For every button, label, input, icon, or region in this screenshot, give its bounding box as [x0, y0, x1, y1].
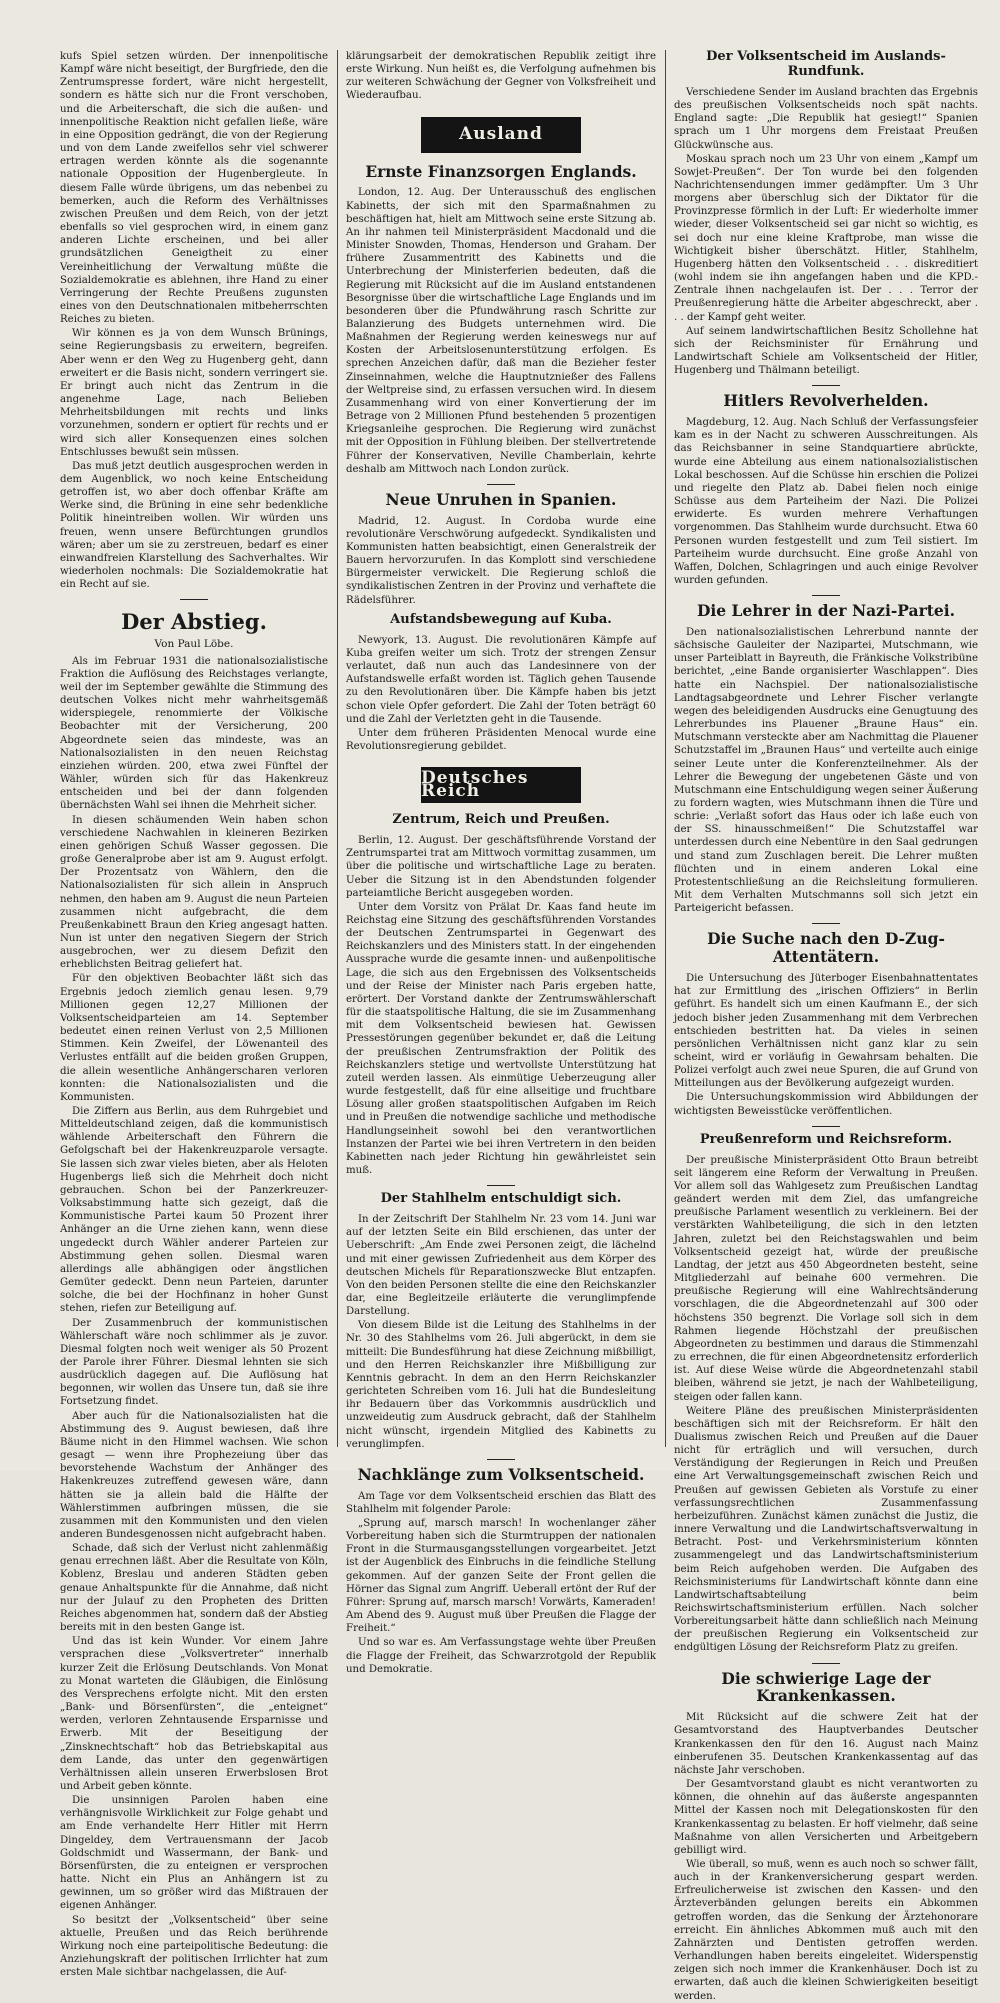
column-right — [674, 49, 978, 2002]
article-separator — [812, 923, 840, 924]
article-paragraph: Als im Februar 1931 die nationalsozialistische Fraktion die Auflösung des Reichstages verlangte, weil der im September gewählte die Stimmung des deutschen Volkes nicht mehr wahrheitsgemäß widerspiegele, renommierte der Völkische Beobachter mit der Versicherung, 200 Abgeordnete seien das mindeste, was an Nationalsozialisten in den neuen Reichstag einziehen würden. 200, etwa zwei Fünftel der Wähler, würden sich für das Hakenkreuz entscheiden und bei der dann folgenden übernächsten Wahl sei ihnen die Mehrheit sicher. — [60, 655, 328, 812]
article-paragraph: Magdeburg, 12. Aug. Nach Schluß der Verfassungsfeier kam es in der Nacht zu schweren Ausschreitungen. Als das Reichsbanner in seine Standquartiere abrückte, wurde eine Abteilung aus einem nationalsozialistischen Lokal beschossen. Auf die Schüsse hin erschien die Polizei und riegelte den Platz ab. Dabei fielen noch einige Schüsse aus dem Parteiheim der Nazi. Die Polizei erwiderte. Es wurden mehrere Verhaftungen vorgenommen. Das Stahlheim wurde durchsucht. Etwa 60 Personen wurden festgestellt und zum Teil sistiert. Im Parteiheim wurde durchsucht. Eine große Anzahl von Waffen, Dolchen, Schlagringen und auch einige Revolver wurden gefunden. — [674, 417, 978, 586]
article-paragraph: Weitere Pläne des preußischen Ministerpräsidenten beschäftigen sich mit der Reichsreform. Er hält den Dualismus zwischen Reich und Preußen auf die Dauer nicht für erträglich und will versuchen, durch Verständigung der Regierungen in Reich und Preußen eine Art Verwaltungsgemeinschaft zwischen Reich und Preußen auf gewissen Gebieten als Vorstufe zu einer verfassungsrechtlichen Zusammenfassung herbeizuführen. Zunächst kämen zunächst die Justiz, die innere Verwaltung und die Landwirtschaftsverwaltung in Betracht. Post- und Verkehrsministerium könnten zusammengelegt und das Landwirtschaftsministerium beim Reich aufgehoben werden. Die Aufgaben des Reichsministeriums für Landwirtschaft könnte dann eine Landwirtschaftsabteilung beim Reichswirtschaftsministerium erfüllen. Nach solcher Vorbereitungsarbeit hätte dann schließlich nach Meinung der preußischen Regierung ein Volksentscheid zur endgültigen Lösung der Reichsreform Platz zu greifen. — [674, 1405, 978, 1654]
article-paragraph: In der Zeitschrift Der Stahlhelm Nr. 23 vom 14. Juni war auf der letzten Seite ein Bild erschienen, das unter der Ueberschrift: „Am Ende zwei Personen zeigt, die lächelnd und mit einer gewissen Zufriedenheit aus dem Körper des deutschen Michels für Reparationszwecke Blut entzapfen. Von den beiden Personen stellte die eine den Reichskanzler dar, eine Begleitzeile erläuterte die verunglimpfende Darstellung. — [346, 1214, 656, 1318]
section-header-deutsches-reich: Deutsches Reich — [421, 767, 581, 803]
article-separator — [812, 1663, 840, 1664]
byline: Von Paul Löbe. — [154, 637, 234, 650]
headline-unruhen-spanien: Neue Unruhen in Spanien. — [385, 489, 617, 509]
section-header-ausland: Ausland — [421, 117, 581, 153]
article-paragraph: Schade, daß sich der Verlust nicht zahlenmäßig genau errechnen läßt. Aber die Resultate von Köln, Koblenz, Breslau und anderen Städten geben genaue Anhaltspunkte für die Annahme, daß nicht nur der Julauf zu den Propheten des Dritten Reiches abgenommen hat, sondern daß der Abstieg bereits mit in den besten Gange ist. — [60, 1543, 328, 1634]
article-paragraph: Der Gesamtvorstand glaubt es nicht verantworten zu können, die ohnehin auf das äußerste angespannten Mittel der Kassen noch mit Delegationskosten für den Krankenkassentag zu belasten. Er hoff vielmehr, daß seine Maßnahme von allen Versicherten und Arbeitgebern gebilligt wird. — [674, 1779, 978, 1856]
article-paragraph: Der preußische Ministerpräsident Otto Braun betreibt seit längerem eine Reform der Verwaltung in Preußen. Vor allem soll das Wahlgesetz zum Preußischen Landtag geändert werden mit dem Ziel, das umfangreiche preußische Parlament wesentlich zu verkleinern. Bei der verstärkten Wahlbeteiligung, die sich in den letzten Jahren, zuletzt bei den Reichstagswahlen und beim Volksentscheid gezeigt hat, würde der preußische Landtag, der jetzt aus 450 Abgeordneten besteht, seine Mitgliederzahl auf beinahe 600 vermehren. Die preußische Regierung will eine Wahlrechtsänderung vorschlagen, die die Abgeordnetenzahl auf 300 oder höchstens 350 begrenzt. Die Vorlage soll sich in dem Rahmen liegende Höchstzahl der preußischen Abgeordneten zu bestimmen und daraus die Stimmenzahl zu errechnen, die für einen Abgeordnetensitz erforderlich ist. Auf diese Weise würde die Abgeordnetenzahl stabil bleiben, während sie jetzt, je nach der Wahlbeteiligung, steigen oder fallen kann. — [674, 1154, 978, 1403]
headline-aufstand-kuba: Aufstandsbewegung auf Kuba. — [390, 611, 612, 627]
article-paragraph: Den nationalsozialistischen Lehrerbund nannte der sächsische Gauleiter der Nazipartei, Mutschmann, wie unser Parteiblatt in Bayreuth, die Fränkische Volkstribüne berichtet, „eine Bande organisierter Waschlappen“. Dies hatte ein Nachspiel. Der nationalsozialistische Landtagsabgeordnete und Lehrer Fischer verlangte wegen des beleidigenden Ausdrucks eine Genugtuung des Lehrerbundes ins Plauener „Braune Haus“ ein. Mutschmann versteckte aber am Nachmittag die Plauener Schutzstaffel im „Braunen Haus“ und verteilte auch einige seiner Leute unter die Konferenzteilnehmer. Als der Lehrer die Bewegung der ungebetenen Gäste und von Mutschmann eine Entschuldigung wegen seiner Äußerung zu fordern wagten, wies Mutschmann ihnen die Türe und schrie: „Verlaßt sofort das Haus oder ich laße euch von der SS. hinausschmeißen!“ Die Schutzstaffel war unterdessen durch eine Nebentüre in den Saal gedrungen und stand zum Zuschlagen bereit. Die Lehrer mußten flüchten und in einem anderen Lokal eine Protestentschließung an die Reichsleitung formulieren. Mit dem Verhalten Mutschmanns soll sich jetzt ein Parteigericht befassen. — [674, 626, 978, 915]
article-paragraph: Und so war es. Am Verfassungstage wehte über Preußen die Flagge der Freiheit, das Schwarzrotgold der Republik und Demokratie. — [346, 1637, 656, 1675]
article-paragraph: Unter dem früheren Präsidenten Menocal wurde eine Revolutionsregierung gebildet. — [346, 727, 656, 752]
article-separator — [487, 484, 515, 485]
article-paragraph: Unter dem Vorsitz von Prälat Dr. Kaas fand heute im Reichstag eine Sitzung des geschäftsführenden Vorstandes der Deutschen Zentrumspartei in Gegenwart des Reichskanzlers und des Ministers statt. In der eingehenden Aussprache wurde die gesamte innen- und außenpolitische Lage, die sich aus den Ergebnissen des Volksentscheids und der Reise der Minister nach Paris ergeben hatte, erörtert. Der Vorstand dankte der Zentrumswählerschaft für die staatspolitische Haltung, die sie im Zusammenhang mit dem Volksentscheid bewiesen hat. Gewissen Pressestörungen gegenüber bekundet er, daß die Leitung der preußischen Zentrumsfraktion der Politik des Reichskanzlers stetige und wertvollste Unterstützung hat zuteil werden lassen. Als einmütige Ueberzeugung aller wurde festgestellt, daß für eine allseitige und fruchtbare Lösung aller großen staatspolitischen Aufgaben im Reich und in Preußen die notwendige sachliche und methodische Handlungseinheit sowohl bei den verantwortlichen Instanzen der Partei wie bei ihren Vertretern in den beiden Kabinetten nach jeder Richtung hin gewährleistet sein muß. — [346, 901, 656, 1176]
headline-nachklaenge: Nachklänge zum Volksentscheid. — [357, 1464, 645, 1484]
article-separator — [812, 385, 840, 386]
article-paragraph: Wie überall, so muß, wenn es auch noch so schwer fällt, auch in der Krankenversicherung gespart werden. Erfreulicherweise ist zwischen den Kassen- und den Ärzteverbänden gelungen bereits ein Abkommen getroffen worden, das die Senkung der Ärztehonorare erreicht. Ein ähnliches Abkommen muß auch mit den Zahnärzten und Dentisten getroffen werden. Verhandlungen haben bereits eingeleitet. Widerspenstig zeigen sich noch immer die Krankenhäuser. Doch ist zu erwarten, daß auch die kleinen Schwierigkeiten beseitigt werden. — [674, 1858, 978, 2002]
headline-lehrer-nazi-partei: Die Lehrer in der Nazi-Partei. — [696, 601, 956, 621]
article-paragraph: Mit Rücksicht auf die schwere Zeit hat der Gesamtvorstand des Hauptverbandes Deutscher Krankenkassen den für den 16. August nach Mainz einberufenen 35. Deutschen Krankenkassentag auf das nächste Jahr verschoben. — [674, 1712, 978, 1776]
article-paragraph: Und das ist kein Wunder. Vor einem Jahre versprachen diese „Volksvertreter“ innerhalb kurzer Zeit die Erlösung Deutschlands. Von Monat zu Monat warteten die Gläubigen, die Einlösung des Versprechens erfolgte nicht. Mit den ersten „Bank- und Börsenfürsten“, die „enteignet“ werden, verloren Zehntausende Ersparnisse und Erwerb. Mit der Beseitigung der „Zinsknechtschaft“ hob das Betriebskapital aus dem Lande, das unter den gegenwärtigen Verhältnissen allein unseren Erwerbslosen Brot und Arbeit geben könnte. — [60, 1636, 328, 1792]
column-rule — [337, 50, 338, 1447]
headline-auslands-rundfunk: Der Volksentscheid im Auslands-Rundfunk. — [706, 49, 946, 79]
article-paragraph: kufs Spiel setzen würden. Der innenpolitische Kampf wäre nicht beseitigt, der Burgfriede, den die Zentrumspresse fordert, wäre nicht hergestellt, sondern es hätte sich nur die Front verschoben, und die Arbeiterschaft, die sich die außen- und innenpolitische Reaktion nicht gefallen ließe, wäre in eine Opposition gedrängt, die von der Regierung und von dem Lande zweifellos sehr viel schwerer ertragen werden könnte als die sogenannte nationale Opposition der Hugenbergleute. In diesem Falle würde übrigens, um das nebenbei zu bemerken, auch die Reform des Verhältnisses zwischen Preußen und dem Reich, von der jetzt ebenfalls so viel gesprochen wird, in einem ganz anderen Lichte erscheinen, und bei aller grundsätzlichen Geneigtheit zu einer Vereinheitlichung der Verwaltung müßte die Sozialdemokratie es ablehnen, ihre Hand zu einer Verringerung der Rechte Preußens zugunsten eines von den Deutschnationalen mitbeherrschten Reiches zu bieten. — [60, 51, 328, 326]
article-paragraph: Berlin, 12. August. Der geschäftsführende Vorstand der Zentrumspartei trat am Mittwoch vormittag zusammen, um über die politische und wirtschaftliche Lage zu beraten. Ueber die Sitzung ist in den Abendstunden folgender parteiamtliche Bericht ausgegeben worden. — [346, 835, 656, 899]
headline-finanzsorgen-englands: Ernste Finanzsorgen Englands. — [365, 161, 637, 181]
article-paragraph: Von diesem Bilde ist die Leitung des Stahlhelms in der Nr. 30 des Stahlhelms vom 26. Juli abgerückt, in dem sie mitteilt: Die Bundesführung hat diese Zeichnung mißbilligt, und den Herren Reichskanzler ihre Mißbilligung zur Kenntnis gebracht. In dem an den Herrn Reichskanzler gerichteten Schreiben vom 16. Juli hat die Bundesleitung ihr Bedauern über das Vorkommnis ausdrücklich und unzweideutig zum Ausdruck gebracht, daß der Stahlhelm nicht wünscht, irgendein Mitglied des Kabinetts zu verunglimpfen. — [346, 1320, 656, 1450]
article-paragraph: Auf seinem landwirtschaftlichen Besitz Schollehne hat sich der Reichsminister für Ernährung und Landwirtschaft Schiele am Volksentscheid der Hitler, Hugenberg und Thälmann beteiligt. — [674, 325, 978, 377]
article-separator — [487, 1185, 515, 1186]
article-paragraph: Am Tage vor dem Volksentscheid erschien das Blatt des Stahlhelm mit folgender Parole: — [346, 1490, 656, 1515]
article-separator — [487, 1459, 515, 1460]
article-paragraph: London, 12. Aug. Der Unterausschuß des englischen Kabinetts, der sich mit den Sparmaßnahmen zu beschäftigen hat, hielt am Mittwoch seine erste Sitzung ab. An ihr nahmen teil Ministerpräsident Macdonald und die Minister Snowden, Thomas, Henderson und Graham. Der frühere Zusammentritt des Kabinetts und die Unterbrechung der Ministerferien bedeuten, daß die Regierung mit Rücksicht auf die im Ausland entstandenen Besorgnisse über die wirtschaftliche Lage Englands und im besonderen über die Pfundwährung rasch Schritte zur Balanzierung des Budgets unternehmen wird. Die Maßnahmen der Regierung werden keineswegs nur auf Kosten der Arbeitslosenunterstützung erfolgen. Es sprechen Anzeichen dafür, daß man die Bezieher fester Zinseinnahmen, welche die Hauptnutznießer des Fallens der Weltpreise sind, zu erfassen versuchen wird. In diesem Zusammenhang wird von einer Konvertierung der im Betrage von 2 Millionen Pfund bestehenden 5 prozentigen Kriegsanleihe gesprochen. Die Regierung wird zunächst mit der Opposition in Fühlung bleiben. Der stellvertretende Führer der Konservativen, Neville Chamberlain, kehrte deshalb am Mittwoch nach London zurück. — [346, 187, 656, 475]
article-paragraph: Verschiedene Sender im Ausland brachten das Ergebnis des preußischen Volksentscheids noch spät nachts. England sagte: „Die Republik hat gesiegt!“ Spanien sprach um 1 Uhr morgens dem Freistaat Preußen Glückwünsche aus. — [674, 86, 978, 151]
article-separator — [812, 595, 840, 596]
article-paragraph: Newyork, 13. August. Die revolutionären Kämpfe auf Kuba greifen weiter um sich. Trotz der strengen Zensur verlautet, daß nun auch das Landesinnere von der Aufstandswelle erfaßt worden ist. Täglich gehen Tausende zu den Revolutionären über. Die Kämpfe haben bis jetzt schon viele Opfer gefordert. Die Zahl der Toten beträgt 60 und die Zahl der Verletzten geht in die Tausende. — [346, 634, 656, 725]
article-paragraph: klärungsarbeit der demokratischen Republik zeitigt ihre erste Wirkung. Nun heißt es, die Verfolgung aufnehmen bis zur weiteren Schwächung der Gegner von Volksfreiheit und Wiederaufbau. — [346, 51, 656, 102]
headline-d-zug-attentaeter: Die Suche nach den D-Zug-Attentätern. — [707, 929, 945, 967]
headline-zentrum-reich-preussen: Zentrum, Reich und Preußen. — [392, 812, 610, 828]
column-rule — [665, 50, 666, 1447]
article-paragraph: Moskau sprach noch um 23 Uhr von einem „Kampf um Sowjet-Preußen“. Der Ton wurde bei den folgenden Nachrichtensendungen immer gedämpfter. Um 3 Uhr morgens aber überschlug sich der Diktator für die Provinzpresse förmlich in der Luft: Er wiederholte immer wieder, dieser Volksentscheid sei gar nicht so wichtig, es sei doch nur eine kleine Kraftprobe, man wisse die Wichtigkeit bisher überschätzt. Hitler, Stahlhelm, Hugenberg hätten den Volksentscheid . . . diskreditiert (wohl indem sie ihn angefangen haben und die KPD.-Zentrale ihnen nachgelaufen ist. Der . . . Terror der Preußenregierung hätte die Arbeiter abgeschreckt, aber . . . der Kampf geht weiter. — [674, 153, 978, 323]
article-paragraph: So besitzt der „Volksentscheid“ über seine aktuelle, Preußen und das Reich berührende Wirkung noch eine parteipolitische Bedeutung: die Anziehungskraft der politischen Irrlichter hat zum ersten Male sichtbar nachgelassen, die Auf- — [60, 1914, 328, 1979]
article-paragraph: Das muß jetzt deutlich ausgesprochen werden in dem Augenblick, wo noch keine Entscheidung getroffen ist, wo aber doch offenbar Kräfte am Werke sind, die Brüning in eine sehr bedenkliche Politik hineintreiben wollen. Wir würden uns freuen, wenn unsere Befürchtungen grundlos wären; aber um sie zu zerstreuen, bedarf es einer einwandfreien Klarstellung des Sachverhaltes. Wir wiederholen nochmals: Die Sozialdemokratie hat ein Recht auf sie. — [60, 460, 328, 591]
article-separator — [180, 599, 208, 600]
article-paragraph: Der Zusammenbruch der kommunistischen Wählerschaft wäre noch schlimmer als je zuvor. Diesmal folgten noch weit weniger als 50 Prozent der Parole ihrer Führer. Diesmal lehnten sie sich ausdrücklich dagegen auf. Die Auflösung hat begonnen, wir wollen das Unsere tun, daß sie ihre Fortsetzung findet. — [60, 1317, 328, 1408]
article-paragraph: In diesen schäumenden Wein haben schon verschiedene Nachwahlen in kleineren Bezirken einen gehörigen Schuß Wasser gegossen. Die große Generalprobe aber ist am 9. August erfolgt. Der Prozentsatz von Wählern, den die Nationalsozialisten für sich allein in Anspruch nehmen, den haben am 9. August die neun Parteien zusammen nicht aufgebracht, die dem Preußenkabinett Braun den Krieg angesagt hatten. Nun ist unter den negativen Siegern der Strich ausgebrochen, wer zu diesem Defizit den erheblichsten Beitrag geliefert hat. — [60, 814, 329, 971]
headline-revolverhelden: Hitlers Revolverhelden. — [723, 391, 929, 411]
headline-stahlhelm: Der Stahlhelm entschuldigt sich. — [380, 1191, 622, 1207]
article-paragraph: Die Untersuchung des Jüterboger Eisenbahnattentates hat zur Ermittlung des „irischen Offiziers“ in Berlin geführt. Es handelt sich um einen Kaufmann E., der sich jedoch bisher jeden Zusammenhang mit dem Verbrechen entschieden bestritten hat. Da vieles in seinen persönlichen Verhältnissen nicht ganz klar zu sein scheint, wird er vorläufig in Gewahrsam behalten. Die Polizei verfolgt auch zwei neue Spuren, die auf Grund von Mitteilungen aus der Bevölkerung aufgezeigt wurden. — [674, 973, 978, 1090]
article-paragraph: Madrid, 12. August. In Cordoba wurde eine revolutionäre Verschwörung aufgedeckt. Syndikalisten und Kommunisten hatten beabsichtigt, einen Generalstreik der Bauern hervorzurufen. In das Komplott sind verschiedene Bürgermeister verwickelt. Die Regierung schloß die syndikalistischen Zentren in der Provinz und verhaftete die Rädelsführer. — [346, 515, 656, 606]
article-separator — [812, 1126, 840, 1127]
article-paragraph: Für den objektiven Beobachter läßt sich das Ergebnis jedoch ziemlich genau lesen. 9,79 Millionen gegen 12,27 Millionen der Volksentscheidparteien am 14. September bedeutet einen reinen Verlust von 2,5 Millionen Stimmen. Kein Zweifel, der Löwenanteil des Verlustes entfällt auf die beiden großen Gruppen, die allein wesentliche Anhängerscharen verloren konnten: die Nationalsozialisten und die Kommunisten. — [60, 973, 328, 1103]
headline-krankenkassen: Die schwierige Lage der Krankenkassen. — [721, 1668, 931, 1706]
column-left — [60, 50, 329, 1979]
headline-preussenreform: Preußenreform und Reichsreform. — [699, 1131, 953, 1147]
article-paragraph: Aber auch für die Nationalsozialisten hat die Abstimmung des 9. August bewiesen, daß ihre Bäume nicht in den Himmel wachsen. Wie schon gesagt — wenn ihre Prophezeiung über das bevorstehende Wachstum der Anhänger des Hakenkreuzes zutreffend gewesen wäre, dann hätten sie ja allein bald die Hälfte der Wählerstimmen aufbringen müssen, die sie zusammen mit den Kommunisten und den vielen anderen Bundesgenossen nicht aufgebracht haben. — [60, 1410, 328, 1541]
column-middle — [346, 50, 656, 1675]
article-paragraph: Wir können es ja von dem Wunsch Brünings, seine Regierungsbasis zu erweitern, begreifen. Aber wenn er den Weg zu Hugenberg geht, dann erweitert er die Basis nicht, sondern verringert sie. Er bringt auch nicht das Zentrum in die angenehme Lage, nach Belieben Mehrheitsbildungen mit rechts und links vorzunehmen, sondern er optiert für rechts und er wird sich aller Konsequenzen eines solchen Entschlusses bewußt sein müssen. — [60, 328, 328, 458]
headline-der-abstieg: Der Abstieg. — [121, 609, 267, 635]
article-paragraph: Die unsinnigen Parolen haben eine verhängnisvolle Wirklichkeit zur Folge gehabt und am Ende verhandelte Herr Hitler mit Herrn Dingeldey, dem Vertrauensmann der Jacob Goldschmidt und Wassermann, der Bank- und Börsenfürsten, die zu enteignen er versprochen hatte. Nicht ein Plus an Anhängern ist zu gewinnen, um so größer wird das Mißtrauen der eigenen Anhänger. — [60, 1795, 328, 1912]
article-paragraph: Die Ziffern aus Berlin, aus dem Ruhrgebiet und Mitteldeutschland zeigen, daß die kommunistisch wählende Arbeiterschaft den Führern die Gefolgschaft bei der Hakenkreuzparole versagte. Sie lassen sich zwar vieles bieten, aber als Heloten Hugenbergs ließ sich die Mehrheit doch nicht gebrauchen. Schon bei der Panzerkreuzer-Volksabstimmung hatte sich gezeigt, daß die Kommunistische Partei kaum 50 Prozent ihrer Anhänger an die Urne ziehen kann, wenn diese ungedeckt durch Wähler anderer Parteien zur Abstimmung gehen sollen. Diesmal waren allerdings alle abhängigen oder ängstlichen Gemüter gedeckt. Denn neun Parteien, darunter solche, die bei der Hochfinanz in hoher Gunst stehen, riefen zur Beteiligung auf. — [60, 1106, 328, 1315]
article-paragraph: Die Untersuchungskommission wird Abbildungen der wichtigsten Beweisstücke veröffentlichen. — [674, 1092, 978, 1117]
article-paragraph: „Sprung auf, marsch marsch! In wochenlanger zäher Vorbereitung haben sich die Sturmtruppen der nationalen Front in die Sturmausgangsstellungen vorgearbeitet. Jetzt ist der Augenblick des Einbruchs in die feindliche Stellung gekommen. Auf der ganzen Seite der Front gellen die Hörner das Signal zum Angriff. Ueberall ertönt der Ruf der Führer: Sprung auf, marsch marsch! Vorwärts, Kameraden! Am Abend des 9. August muß über Preußen die Flagge der Freiheit.“ — [346, 1518, 656, 1635]
